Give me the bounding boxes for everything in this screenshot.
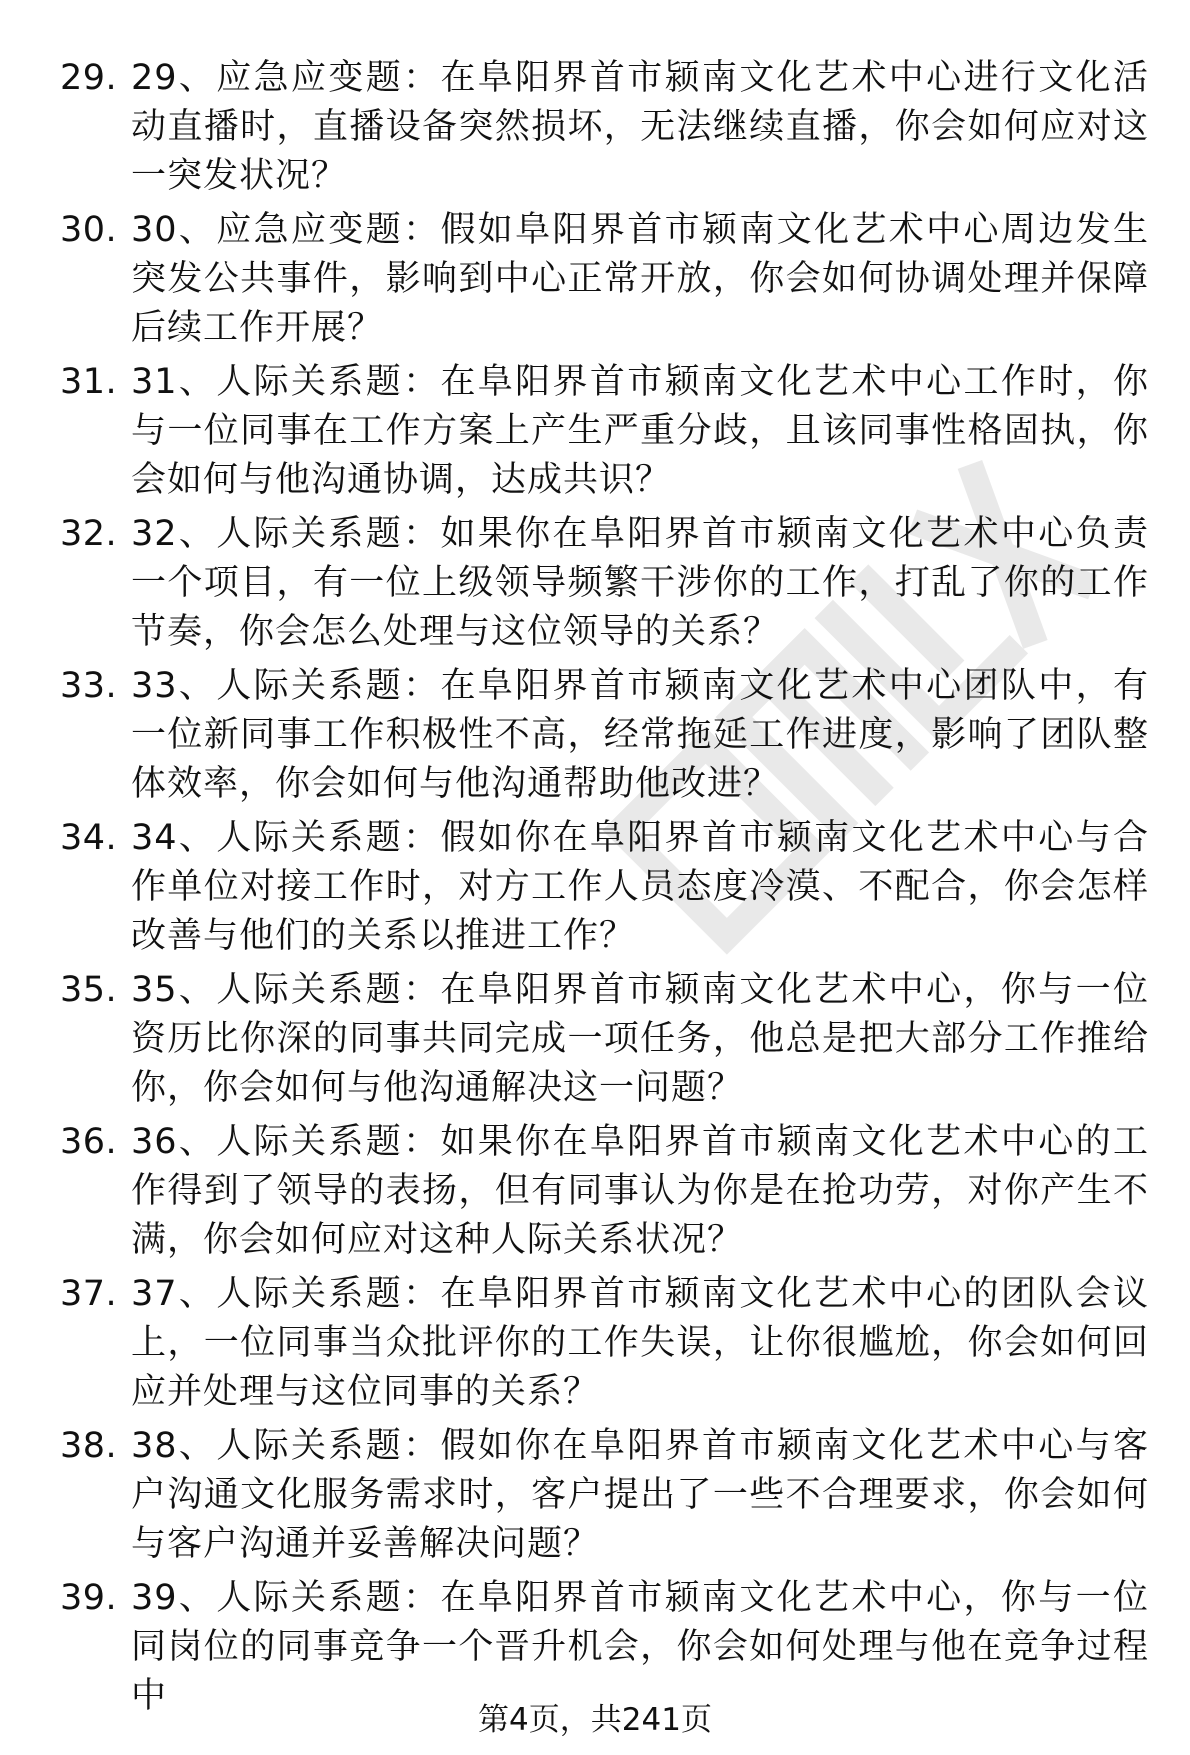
question-text: 34、人际关系题：假如你在阜阳界首市颍南文化艺术中心与合作单位对接工作时，对方工作人员态度冷漠、不配合，你会怎样改善与他们的关系以推进工作？ bbox=[131, 818, 1149, 956]
question-item bbox=[0, 510, 1190, 662]
question-text: 31、人际关系题：在阜阳界首市颍南文化艺术中心工作时，你与一位同事在工作方案上产生严重分歧，且该同事性格固执，你会如何与他沟通协调，达成共识？ bbox=[131, 362, 1149, 500]
question-number: 29. bbox=[60, 58, 118, 98]
page-footer: 第4页，共241页 bbox=[478, 1702, 712, 1738]
question-item bbox=[0, 358, 1190, 510]
question-number: 35. bbox=[60, 970, 118, 1010]
question-number: 34. bbox=[60, 818, 118, 858]
question-text: 33、人际关系题：在阜阳界首市颍南文化艺术中心团队中，有一位新同事工作积极性不高，经常拖延工作进度，影响了团队整体效率，你会如何与他沟通帮助他改进？ bbox=[131, 666, 1149, 804]
question-text: 36、人际关系题：如果你在阜阳界首市颍南文化艺术中心的工作得到了领导的表扬，但有同事认为你是在抢功劳，对你产生不满，你会如何应对这种人际关系状况？ bbox=[131, 1122, 1149, 1260]
question-item bbox=[0, 1422, 1190, 1574]
question-number: 39. bbox=[60, 1578, 118, 1618]
question-item bbox=[0, 662, 1190, 814]
question-text: 29、应急应变题：在阜阳界首市颍南文化艺术中心进行文化活动直播时，直播设备突然损坏，无法继续直播，你会如何应对这一突发状况？ bbox=[131, 58, 1149, 196]
question-item bbox=[0, 54, 1190, 206]
question-number: 31. bbox=[60, 362, 118, 402]
question-text: 39、人际关系题：在阜阳界首市颍南文化艺术中心，你与一位同岗位的同事竞争一个晋升机会，你会如何处理与他在竞争过程中 bbox=[131, 1578, 1149, 1716]
question-number: 32. bbox=[60, 514, 118, 554]
question-item bbox=[0, 1574, 1190, 1716]
question-number: 38. bbox=[60, 1426, 118, 1466]
question-item bbox=[0, 814, 1190, 966]
question-number: 30. bbox=[60, 210, 118, 250]
question-text: 38、人际关系题：假如你在阜阳界首市颍南文化艺术中心与客户沟通文化服务需求时，客户提出了一些不合理要求，你会如何与客户沟通并妥善解决问题？ bbox=[131, 1426, 1149, 1564]
question-text: 30、应急应变题：假如阜阳界首市颍南文化艺术中心周边发生突发公共事件，影响到中心正常开放，你会如何协调处理并保障后续工作开展？ bbox=[131, 210, 1149, 348]
question-item bbox=[0, 1118, 1190, 1270]
question-text: 32、人际关系题：如果你在阜阳界首市颍南文化艺术中心负责一个项目，有一位上级领导频繁干涉你的工作，打乱了你的工作节奏，你会怎么处理与这位领导的关系？ bbox=[131, 514, 1149, 652]
question-item bbox=[0, 1270, 1190, 1422]
question-text: 37、人际关系题：在阜阳界首市颍南文化艺术中心的团队会议上，一位同事当众批评你的工作失误，让你很尴尬，你会如何回应并处理与这位同事的关系？ bbox=[131, 1274, 1149, 1412]
question-number: 36. bbox=[60, 1122, 118, 1162]
question-item bbox=[0, 966, 1190, 1118]
question-item bbox=[0, 206, 1190, 358]
question-text: 35、人际关系题：在阜阳界首市颍南文化艺术中心，你与一位资历比你深的同事共同完成一项任务，他总是把大部分工作推给你，你会如何与他沟通解决这一问题？ bbox=[131, 970, 1149, 1108]
question-list bbox=[0, 54, 1190, 1716]
question-number: 37. bbox=[60, 1274, 118, 1314]
question-number: 33. bbox=[60, 666, 118, 706]
